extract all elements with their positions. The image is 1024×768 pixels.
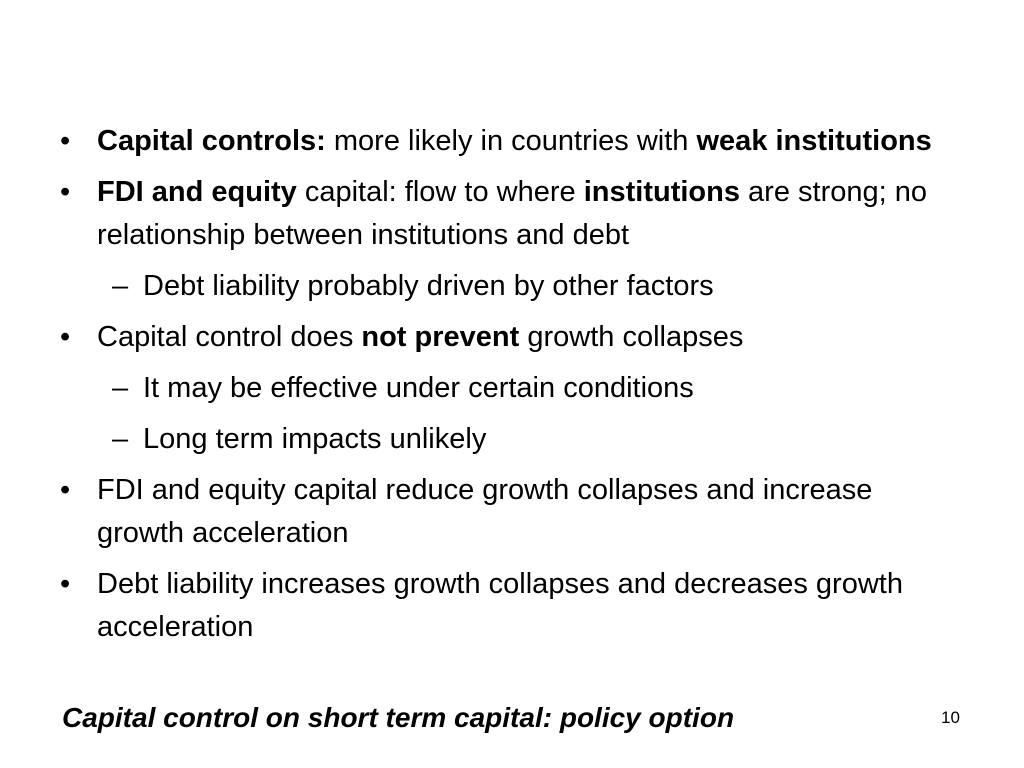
- bullet-text: growth collapses: [519, 321, 744, 353]
- bullet-marker: •: [60, 321, 71, 353]
- bullet-marker: •: [60, 474, 71, 506]
- bullet-item: [0, 171, 1024, 257]
- bullet-text-bold: institutions: [583, 176, 740, 208]
- bullet-text: are strong; no relationship between institutions and debt: [97, 176, 927, 251]
- sub-bullet-item: [0, 418, 1024, 461]
- dash-marker: –: [112, 372, 129, 404]
- sub-bullet-item: [0, 367, 1024, 410]
- sub-bullet-text: Long term impacts unlikely: [143, 423, 487, 455]
- bullet-marker: •: [60, 568, 71, 600]
- sub-bullet-text: It may be effective under certain conditions: [143, 372, 694, 404]
- bullet-text: FDI and equity capital reduce growth collapses and increase growth acceleration: [97, 474, 873, 549]
- bullet-text: Debt liability increases growth collapses and decreases growth acceleration: [97, 568, 903, 643]
- bullet-item: [0, 316, 1024, 359]
- bullet-text-bold: not prevent: [361, 321, 520, 353]
- sub-bullet-text: Debt liability probably driven by other factors: [143, 270, 714, 302]
- sub-bullet-item: [0, 265, 1024, 308]
- page-number: 10: [941, 708, 960, 727]
- bullet-item: [0, 120, 1024, 163]
- bullet-item: [0, 469, 1024, 555]
- bullet-text-bold: FDI and equity: [97, 176, 297, 208]
- bullet-text-bold: weak institutions: [696, 125, 932, 157]
- bullet-text-bold: Capital controls:: [97, 125, 326, 157]
- slide-conclusion: Capital control on short term capital: policy option: [62, 702, 735, 733]
- dash-marker: –: [112, 270, 129, 302]
- dash-marker: –: [112, 423, 129, 455]
- bullet-text: more likely in countries with: [325, 125, 697, 157]
- bullet-list: [0, 120, 1024, 657]
- bullet-marker: •: [60, 125, 71, 157]
- bullet-marker: •: [60, 176, 71, 208]
- bullet-item: [0, 563, 1024, 649]
- bullet-text: capital: flow to where: [296, 176, 584, 208]
- bullet-text: Capital control does: [97, 321, 362, 353]
